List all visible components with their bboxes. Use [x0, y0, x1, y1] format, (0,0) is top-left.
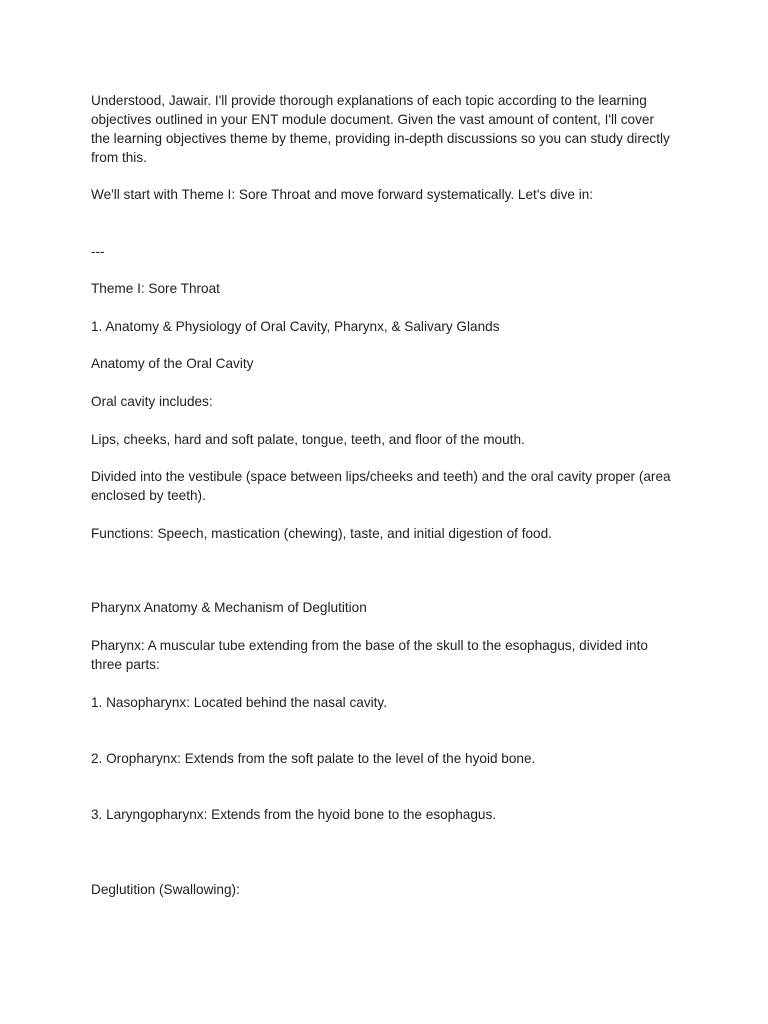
- theme-heading: Theme I: Sore Throat: [91, 281, 220, 296]
- plan-paragraph: We'll start with Theme I: Sore Throat and move forward systematically. Let's dive in:: [91, 187, 594, 202]
- section-heading: 1. Anatomy & Physiology of Oral Cavity, Pharynx, & Salivary Glands: [91, 319, 500, 334]
- pharynx-definition: Pharynx: A muscular tube extending from the base of the skull to the esophagus, divided into three parts:: [91, 638, 652, 672]
- list-item-laryngopharynx: 3. Laryngopharynx: Extends from the hyoid bone to the esophagus.: [91, 807, 497, 822]
- oral-cavity-division: Divided into the vestibule (space between lips/cheeks and teeth) and the oral cavity proper (area enclosed by teeth).: [91, 469, 675, 503]
- subsection-heading-pharynx: Pharynx Anatomy & Mechanism of Deglutition: [91, 600, 367, 615]
- oral-cavity-parts: Lips, cheeks, hard and soft palate, tongue, teeth, and floor of the mouth.: [91, 432, 525, 447]
- intro-paragraph: Understood, Jawair. I'll provide thorough explanations of each topic according to the learning objectives outlined in your ENT module document. Given the vast amount of content, I'll cover the learning objectives theme by theme, providing in-depth discussions so you can study directly from this.: [91, 93, 674, 165]
- subsection-heading-deglutition: Deglutition (Swallowing):: [91, 882, 240, 897]
- oral-cavity-intro: Oral cavity includes:: [91, 394, 213, 409]
- list-item-oropharynx: 2. Oropharynx: Extends from the soft palate to the level of the hyoid bone.: [91, 751, 536, 766]
- separator-line: ---: [91, 244, 105, 259]
- list-item-nasopharynx: 1. Nasopharynx: Located behind the nasal cavity.: [91, 695, 387, 710]
- oral-cavity-functions: Functions: Speech, mastication (chewing), taste, and initial digestion of food.: [91, 526, 552, 541]
- subsection-heading-oral-cavity: Anatomy of the Oral Cavity: [91, 356, 254, 371]
